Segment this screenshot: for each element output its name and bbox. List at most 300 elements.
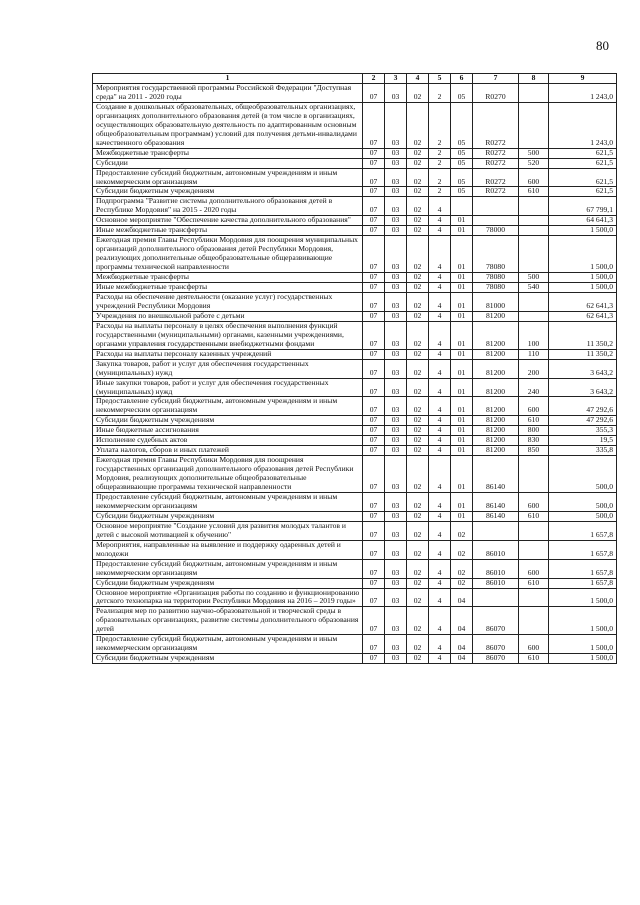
program-cell: 02	[407, 197, 429, 216]
section-cell: 07	[363, 197, 385, 216]
name-cell: Иные закупки товаров, работ и услуг для обеспечения государственных (муниципальных) нужд	[93, 378, 363, 397]
program-cell: 02	[407, 456, 429, 493]
program-cell: 02	[407, 654, 429, 664]
code-cell: 78000	[473, 226, 519, 236]
amount-cell: 19,5	[549, 436, 617, 446]
subprogram-cell: 4	[429, 359, 451, 378]
section-cell: 07	[363, 311, 385, 321]
expense-type-cell: 610	[519, 654, 549, 664]
expense-type-cell: 600	[519, 168, 549, 187]
table-body	[93, 84, 617, 664]
subprogram-cell: 4	[429, 349, 451, 359]
expense-type-cell: 100	[519, 321, 549, 349]
activity-cell: 04	[451, 635, 473, 654]
amount-cell: 1 657,8	[549, 540, 617, 559]
amount-cell: 1 500,0	[549, 607, 617, 635]
subprogram-cell: 4	[429, 540, 451, 559]
amount-cell: 62 641,3	[549, 292, 617, 311]
activity-cell: 01	[451, 226, 473, 236]
amount-cell: 1 657,8	[549, 521, 617, 540]
code-cell: 81200	[473, 436, 519, 446]
subprogram-cell: 4	[429, 283, 451, 293]
amount-cell: 1 500,0	[549, 654, 617, 664]
amount-cell: 1 500,0	[549, 588, 617, 607]
code-cell: 81200	[473, 397, 519, 416]
activity-cell: 01	[451, 216, 473, 226]
expense-type-cell	[519, 521, 549, 540]
subsection-cell: 03	[385, 197, 407, 216]
section-cell: 07	[363, 236, 385, 273]
code-cell	[473, 588, 519, 607]
program-cell: 02	[407, 416, 429, 426]
activity-cell: 05	[451, 148, 473, 158]
program-cell: 02	[407, 292, 429, 311]
subsection-cell: 03	[385, 426, 407, 436]
activity-cell: 01	[451, 292, 473, 311]
subsection-cell: 03	[385, 521, 407, 540]
section-cell: 07	[363, 102, 385, 148]
section-cell: 07	[363, 456, 385, 493]
subprogram-cell: 4	[429, 426, 451, 436]
program-cell: 02	[407, 521, 429, 540]
table-row	[93, 359, 617, 378]
name-cell: Реализация мер по развитию научно-образовательной и творческой среды в образовательных организациях, развитие системы дополнительного образования детей	[93, 607, 363, 635]
table-row	[93, 416, 617, 426]
name-cell: Предоставление субсидий бюджетным, автономным учреждениям и иным некоммерческим организациям	[93, 397, 363, 416]
activity-cell: 02	[451, 559, 473, 578]
subsection-cell: 03	[385, 578, 407, 588]
subprogram-cell: 4	[429, 416, 451, 426]
code-cell	[473, 521, 519, 540]
amount-cell: 1 500,0	[549, 226, 617, 236]
table-row	[93, 559, 617, 578]
program-cell: 02	[407, 84, 429, 103]
expense-type-cell	[519, 607, 549, 635]
code-cell: 86140	[473, 511, 519, 521]
name-cell: Подпрограмма "Развитие системы дополнительного образования детей в Республике Мордовия" на 2015 - 2020 годы	[93, 197, 363, 216]
code-cell: 78080	[473, 283, 519, 293]
activity-cell: 02	[451, 578, 473, 588]
activity-cell: 01	[451, 416, 473, 426]
expense-type-cell: 600	[519, 397, 549, 416]
amount-cell: 500,0	[549, 511, 617, 521]
table-row	[93, 426, 617, 436]
table-row	[93, 84, 617, 103]
name-cell: Предоставление субсидий бюджетным, автономным учреждениям и иным некоммерческим организациям	[93, 168, 363, 187]
table-row	[93, 378, 617, 397]
expense-type-cell	[519, 540, 549, 559]
amount-cell: 62 641,3	[549, 311, 617, 321]
section-cell: 07	[363, 158, 385, 168]
subprogram-cell: 4	[429, 511, 451, 521]
subprogram-cell: 4	[429, 456, 451, 493]
expense-type-cell: 610	[519, 511, 549, 521]
code-cell: 81200	[473, 349, 519, 359]
table-row	[93, 456, 617, 493]
activity-cell: 05	[451, 102, 473, 148]
table-row	[93, 446, 617, 456]
amount-cell: 1 500,0	[549, 236, 617, 273]
section-cell: 07	[363, 349, 385, 359]
subprogram-cell: 4	[429, 378, 451, 397]
amount-cell: 67 799,1	[549, 197, 617, 216]
name-cell: Исполнение судебных актов	[93, 436, 363, 446]
program-cell: 02	[407, 607, 429, 635]
code-cell: 86070	[473, 635, 519, 654]
section-cell: 07	[363, 578, 385, 588]
budget-table	[92, 73, 617, 664]
program-cell: 02	[407, 102, 429, 148]
table-row	[93, 283, 617, 293]
code-cell: 86070	[473, 607, 519, 635]
name-cell: Учреждения по внешкольной работе с детьми	[93, 311, 363, 321]
code-cell: R0272	[473, 168, 519, 187]
amount-cell: 1 500,0	[549, 635, 617, 654]
section-cell: 07	[363, 216, 385, 226]
table-row	[93, 148, 617, 158]
activity-cell: 05	[451, 84, 473, 103]
section-cell: 07	[363, 511, 385, 521]
expense-type-cell	[519, 311, 549, 321]
subprogram-cell: 2	[429, 158, 451, 168]
activity-cell: 04	[451, 588, 473, 607]
name-cell: Субсидии бюджетным учреждениям	[93, 654, 363, 664]
program-cell: 02	[407, 187, 429, 197]
subprogram-cell: 4	[429, 226, 451, 236]
subsection-cell: 03	[385, 226, 407, 236]
table-row	[93, 273, 617, 283]
program-cell: 02	[407, 236, 429, 273]
table-row	[93, 226, 617, 236]
code-cell: 78080	[473, 236, 519, 273]
name-cell: Ежегодная премия Главы Республики Мордовия для поощрения государственных организаций дополнительного образования детей Республики Мордовия, реализующих дополнительные общеобразовательные общеразвивающие программы технической направленности	[93, 456, 363, 493]
section-cell: 07	[363, 359, 385, 378]
activity-cell: 05	[451, 158, 473, 168]
expense-type-cell: 610	[519, 187, 549, 197]
subsection-cell: 03	[385, 292, 407, 311]
subprogram-cell: 4	[429, 578, 451, 588]
section-cell: 07	[363, 492, 385, 511]
program-cell: 02	[407, 578, 429, 588]
code-cell: 86010	[473, 578, 519, 588]
subsection-cell: 03	[385, 378, 407, 397]
name-cell: Субсидии бюджетным учреждениям	[93, 187, 363, 197]
section-cell: 07	[363, 607, 385, 635]
name-cell: Расходы на выплаты персоналу в целях обеспечения выполнения функций государственными (муниципальными) органами, казенными учреждениями, органами управления государственными внебюджетными фондами	[93, 321, 363, 349]
subsection-cell: 03	[385, 607, 407, 635]
code-cell: 81000	[473, 292, 519, 311]
amount-cell: 621,5	[549, 148, 617, 158]
program-cell: 02	[407, 635, 429, 654]
subsection-cell: 03	[385, 492, 407, 511]
table-row	[93, 158, 617, 168]
activity-cell: 01	[451, 436, 473, 446]
code-cell: 86070	[473, 654, 519, 664]
subprogram-cell: 4	[429, 236, 451, 273]
subprogram-cell: 2	[429, 187, 451, 197]
expense-type-cell: 520	[519, 158, 549, 168]
expense-type-cell: 500	[519, 148, 549, 158]
amount-cell: 621,5	[549, 158, 617, 168]
table-row	[93, 292, 617, 311]
expense-type-cell: 800	[519, 426, 549, 436]
program-cell: 02	[407, 349, 429, 359]
name-cell: Создание в дошкольных образовательных, общеобразовательных организациях, организациях дополнительного образования детей (в том числе в организациях, осуществляющих образовательную деятельность по адаптированным основным общеобразовательным программам) условий для получения детьми-инвалидами качественного образования	[93, 102, 363, 148]
section-cell: 07	[363, 397, 385, 416]
subprogram-cell: 2	[429, 148, 451, 158]
subsection-cell: 03	[385, 436, 407, 446]
column-header-2: 2	[363, 74, 385, 84]
name-cell: Уплата налогов, сборов и иных платежей	[93, 446, 363, 456]
expense-type-cell: 600	[519, 635, 549, 654]
subsection-cell: 03	[385, 283, 407, 293]
program-cell: 02	[407, 559, 429, 578]
name-cell: Мероприятия, направленные на выявление и поддержку одаренных детей и молодежи	[93, 540, 363, 559]
name-cell: Основное мероприятие "Создание условий для развития молодых талантов и детей с высокой мотивацией к обучению"	[93, 521, 363, 540]
subsection-cell: 03	[385, 397, 407, 416]
code-cell: 86140	[473, 456, 519, 493]
table-row	[93, 216, 617, 226]
expense-type-cell: 110	[519, 349, 549, 359]
activity-cell: 05	[451, 187, 473, 197]
program-cell: 02	[407, 378, 429, 397]
code-cell: R0272	[473, 158, 519, 168]
expense-type-cell: 500	[519, 273, 549, 283]
column-header-7: 7	[473, 74, 519, 84]
name-cell: Межбюджетные трансферты	[93, 148, 363, 158]
code-cell: 81200	[473, 359, 519, 378]
expense-type-cell: 540	[519, 283, 549, 293]
amount-cell: 621,5	[549, 187, 617, 197]
program-cell: 02	[407, 511, 429, 521]
table-row	[93, 521, 617, 540]
section-cell: 07	[363, 446, 385, 456]
subprogram-cell: 4	[429, 446, 451, 456]
expense-type-cell: 610	[519, 416, 549, 426]
section-cell: 07	[363, 378, 385, 397]
expense-type-cell: 850	[519, 446, 549, 456]
subprogram-cell: 4	[429, 197, 451, 216]
code-cell: 81200	[473, 321, 519, 349]
subsection-cell: 03	[385, 456, 407, 493]
expense-type-cell	[519, 102, 549, 148]
amount-cell: 3 643,2	[549, 378, 617, 397]
amount-cell: 500,0	[549, 456, 617, 493]
section-cell: 07	[363, 187, 385, 197]
activity-cell: 01	[451, 378, 473, 397]
expense-type-cell: 240	[519, 378, 549, 397]
activity-cell: 01	[451, 426, 473, 436]
program-cell: 02	[407, 540, 429, 559]
subprogram-cell: 4	[429, 436, 451, 446]
program-cell: 02	[407, 588, 429, 607]
expense-type-cell	[519, 236, 549, 273]
code-cell: 86010	[473, 540, 519, 559]
program-cell: 02	[407, 311, 429, 321]
code-cell: 78080	[473, 273, 519, 283]
column-header-6: 6	[451, 74, 473, 84]
name-cell: Расходы на выплаты персоналу казенных учреждений	[93, 349, 363, 359]
table-row	[93, 607, 617, 635]
code-cell	[473, 197, 519, 216]
subprogram-cell: 4	[429, 397, 451, 416]
code-cell	[473, 216, 519, 226]
name-cell: Межбюджетные трансферты	[93, 273, 363, 283]
amount-cell: 335,8	[549, 446, 617, 456]
table-row	[93, 236, 617, 273]
subsection-cell: 03	[385, 588, 407, 607]
column-header-4: 4	[407, 74, 429, 84]
code-cell: 81200	[473, 378, 519, 397]
amount-cell: 1 500,0	[549, 273, 617, 283]
subsection-cell: 03	[385, 236, 407, 273]
table-row	[93, 635, 617, 654]
subsection-cell: 03	[385, 148, 407, 158]
table-row	[93, 511, 617, 521]
program-cell: 02	[407, 148, 429, 158]
activity-cell: 05	[451, 168, 473, 187]
name-cell: Расходы на обеспечение деятельности (оказание услуг) государственных учреждений Республики Мордовия	[93, 292, 363, 311]
subsection-cell: 03	[385, 321, 407, 349]
amount-cell: 64 641,3	[549, 216, 617, 226]
section-cell: 07	[363, 588, 385, 607]
activity-cell: 01	[451, 446, 473, 456]
activity-cell: 02	[451, 521, 473, 540]
section-cell: 07	[363, 168, 385, 187]
table-row	[93, 492, 617, 511]
activity-cell: 01	[451, 321, 473, 349]
subprogram-cell: 4	[429, 607, 451, 635]
amount-cell: 11 350,2	[549, 349, 617, 359]
amount-cell: 1 657,8	[549, 559, 617, 578]
name-cell: Закупка товаров, работ и услуг для обеспечения государственных (муниципальных) нужд	[93, 359, 363, 378]
name-cell: Предоставление субсидий бюджетным, автономным учреждениям и иным некоммерческим организациям	[93, 492, 363, 511]
name-cell: Предоставление субсидий бюджетным, автономным учреждениям и иным некоммерческим организациям	[93, 635, 363, 654]
subsection-cell: 03	[385, 84, 407, 103]
subprogram-cell: 4	[429, 635, 451, 654]
program-cell: 02	[407, 446, 429, 456]
column-header-8: 8	[519, 74, 549, 84]
amount-cell: 500,0	[549, 492, 617, 511]
name-cell: Мероприятия государственной программы Российской Федерации "Доступная среда" на 2011 - 2020 годы	[93, 84, 363, 103]
name-cell: Субсидии	[93, 158, 363, 168]
expense-type-cell	[519, 456, 549, 493]
subsection-cell: 03	[385, 349, 407, 359]
table-row	[93, 397, 617, 416]
code-cell: 86010	[473, 559, 519, 578]
section-cell: 07	[363, 84, 385, 103]
subsection-cell: 03	[385, 359, 407, 378]
subprogram-cell: 4	[429, 492, 451, 511]
section-cell: 07	[363, 416, 385, 426]
subprogram-cell: 2	[429, 102, 451, 148]
program-cell: 02	[407, 436, 429, 446]
expense-type-cell: 200	[519, 359, 549, 378]
subsection-cell: 03	[385, 540, 407, 559]
code-cell: 81200	[473, 416, 519, 426]
name-cell: Иные межбюджетные трансферты	[93, 226, 363, 236]
activity-cell: 01	[451, 456, 473, 493]
subsection-cell: 03	[385, 311, 407, 321]
column-header-9: 9	[549, 74, 617, 84]
table-row	[93, 197, 617, 216]
code-cell: 81200	[473, 446, 519, 456]
table-row	[93, 436, 617, 446]
subprogram-cell: 4	[429, 216, 451, 226]
subprogram-cell: 4	[429, 292, 451, 311]
name-cell: Субсидии бюджетным учреждениям	[93, 578, 363, 588]
program-cell: 02	[407, 492, 429, 511]
activity-cell: 01	[451, 283, 473, 293]
table-row	[93, 349, 617, 359]
subsection-cell: 03	[385, 187, 407, 197]
code-cell: 81200	[473, 426, 519, 436]
program-cell: 02	[407, 273, 429, 283]
expense-type-cell: 610	[519, 578, 549, 588]
page-number: 80	[596, 38, 609, 53]
program-cell: 02	[407, 283, 429, 293]
subsection-cell: 03	[385, 511, 407, 521]
amount-cell: 1 657,8	[549, 578, 617, 588]
section-cell: 07	[363, 273, 385, 283]
amount-cell: 1 243,0	[549, 84, 617, 103]
program-cell: 02	[407, 321, 429, 349]
name-cell: Предоставление субсидий бюджетным, автономным учреждениям и иным некоммерческим организациям	[93, 559, 363, 578]
code-cell: R0272	[473, 148, 519, 158]
code-cell: R0272	[473, 187, 519, 197]
section-cell: 07	[363, 283, 385, 293]
activity-cell: 01	[451, 511, 473, 521]
program-cell: 02	[407, 216, 429, 226]
program-cell: 02	[407, 359, 429, 378]
code-cell: R0272	[473, 102, 519, 148]
section-cell: 07	[363, 540, 385, 559]
table-row	[93, 187, 617, 197]
activity-cell: 01	[451, 359, 473, 378]
activity-cell	[451, 197, 473, 216]
amount-cell: 621,5	[549, 168, 617, 187]
subprogram-cell: 4	[429, 588, 451, 607]
name-cell: Иные бюджетные ассигнования	[93, 426, 363, 436]
section-cell: 07	[363, 635, 385, 654]
program-cell: 02	[407, 168, 429, 187]
section-cell: 07	[363, 654, 385, 664]
amount-cell: 1 500,0	[549, 283, 617, 293]
name-cell: Иные межбюджетные трансферты	[93, 283, 363, 293]
column-header-5: 5	[429, 74, 451, 84]
program-cell: 02	[407, 397, 429, 416]
subprogram-cell: 4	[429, 311, 451, 321]
expense-type-cell	[519, 84, 549, 103]
subprogram-cell: 4	[429, 273, 451, 283]
subsection-cell: 03	[385, 158, 407, 168]
amount-cell: 47 292,6	[549, 397, 617, 416]
column-number-row	[93, 74, 617, 84]
activity-cell: 02	[451, 540, 473, 559]
subprogram-cell: 4	[429, 521, 451, 540]
activity-cell: 01	[451, 273, 473, 283]
activity-cell: 01	[451, 236, 473, 273]
subsection-cell: 03	[385, 273, 407, 283]
subsection-cell: 03	[385, 559, 407, 578]
expense-type-cell	[519, 588, 549, 607]
name-cell: Ежегодная премия Главы Республики Мордовия для поощрения муниципальных организаций дополнительного образования детей Республики Мордовия, реализующих дополнительные общеобразовательные общеразвивающие программы технической направленности	[93, 236, 363, 273]
subsection-cell: 03	[385, 416, 407, 426]
expense-type-cell	[519, 216, 549, 226]
table-row	[93, 540, 617, 559]
expense-type-cell	[519, 226, 549, 236]
activity-cell: 01	[451, 397, 473, 416]
